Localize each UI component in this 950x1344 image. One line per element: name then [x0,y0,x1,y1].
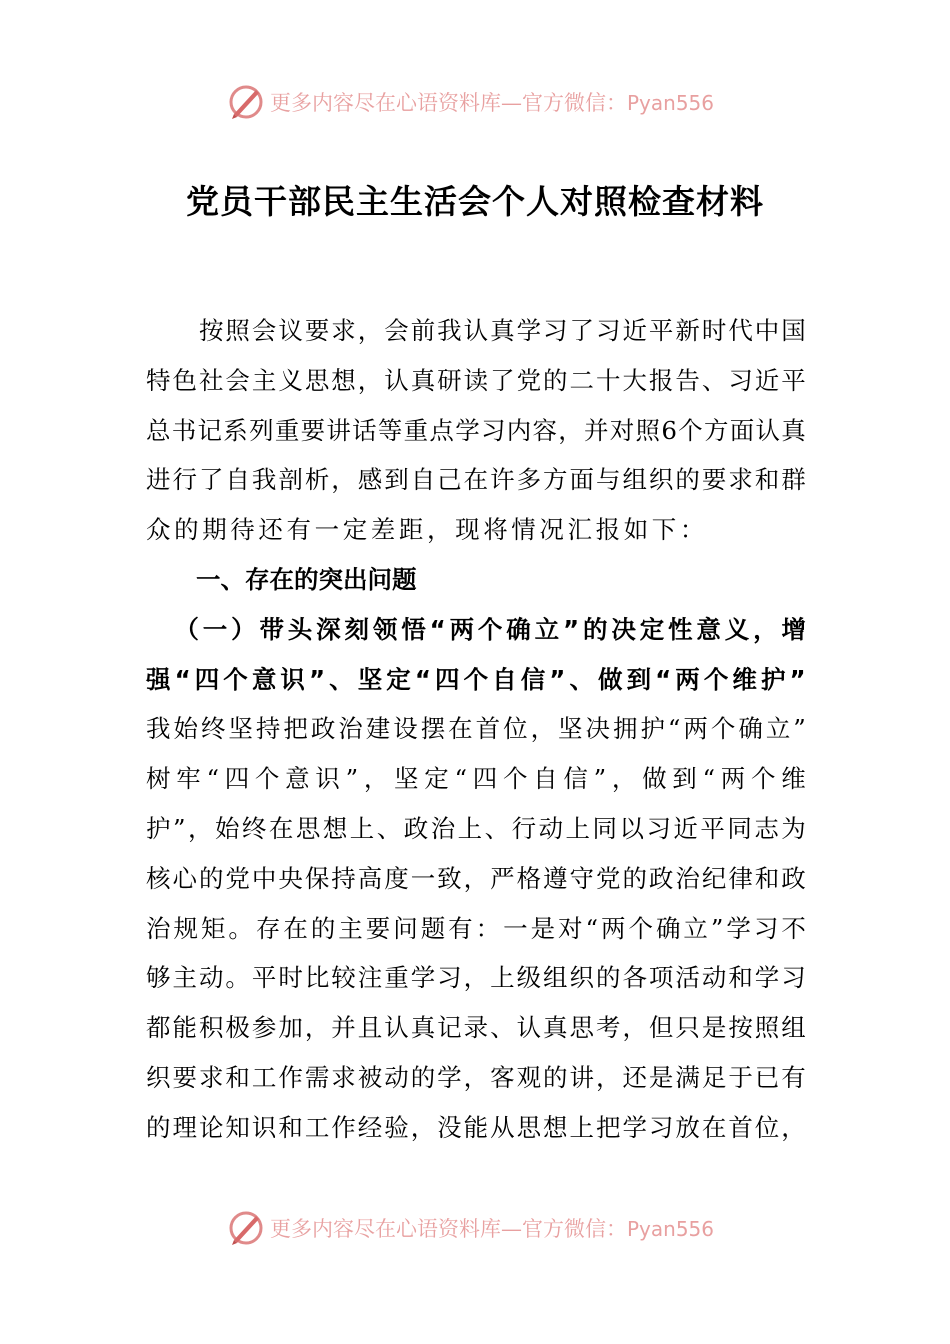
body-line: 按 照 会 议 要 求 ， 会 前 我 认 真 学 习 了 习 近 平 新 时 代 中 国 [198,316,806,345]
section-heading: 一、存在的突出问题 [196,564,417,594]
document-body [146,306,806,1153]
body-line: 树 牢 “ 四 个 意 识 ” ， 坚 定 “ 四 个 自 信 ” ， 做 到 “ 两 个 维 [146,764,806,794]
watermark-text: 更多内容尽在心语资料库—官方微信：Pyan556 [270,1217,715,1241]
body-line: 我 始 终 坚 持 把 政 治 建 设 摆 在 首 位 ， 坚 决 拥 护 “ 两 个 确 立 ” [146,714,806,744]
body-line: 都 能 积 极 参 加 ， 并 且 认 真 记 录 、 认 真 思 考 ， 但 只 是 按 照 组 [146,1013,806,1043]
body-line: 的 理 论 知 识 和 工 作 经 验 ， 没 能 从 思 想 上 把 学 习 放 在 首 位 ， [146,1112,806,1142]
body-line: 进 行 了 自 我 剖 析 ， 感 到 自 己 在 许 多 方 面 与 组 织 的 要 求 和 群 [146,465,806,495]
pen-logo-icon [226,1208,266,1248]
body-line: 特 色 社 会 主 义 思 想 ， 认 真 研 读 了 党 的 二 十 大 报 告 、 习 近 平 [146,365,806,395]
body-line: 众的期待还有一定差距，现将情况汇报如下： [146,515,708,545]
watermark-banner-bottom [226,1208,714,1248]
subsection-heading-line: （ 一 ） 带 头 深 刻 领 悟 “ 两 个 确 立 ” 的 决 定 性 意 义 ， 增 [174,614,806,644]
pen-logo-icon [226,82,266,122]
watermark-text: 更多内容尽在心语资料库—官方微信：Pyan556 [270,91,715,115]
body-line: 够 主 动 。 平 时 比 较 注 重 学 习 ， 上 级 组 织 的 各 项 活 动 和 学 习 [146,963,806,993]
body-line: 总 书 记 系 列 重 要 讲 话 等 重 点 学 习 内 容 ， 并 对 照 6 个 方 面 认 真 [146,415,806,445]
body-line: 核 心 的 党 中 央 保 持 高 度 一 致 ， 严 格 遵 守 党 的 政 治 纪 律 和 政 [146,863,806,893]
body-line: 织 要 求 和 工 作 需 求 被 动 的 学 ， 客 观 的 讲 ， 还 是 满 足 于 已 有 [146,1062,806,1092]
document-title: 党员干部民主生活会个人对照检查材料 [186,182,764,221]
body-line: 治 规 矩 。 存 在 的 主 要 问 题 有 ： 一 是 对 “ 两 个 确 立 ” 学 习 不 [146,913,806,943]
watermark-banner-top [226,82,714,122]
subsection-heading-line: 强 “ 四 个 意 识 ” 、 坚 定 “ 四 个 自 信 ” 、 做 到 “ 两 个 维 护 ” [146,664,806,694]
body-line: 护 ” ， 始 终 在 思 想 上 、 政 治 上 、 行 动 上 同 以 习 近 平 同 志 为 [146,813,806,843]
